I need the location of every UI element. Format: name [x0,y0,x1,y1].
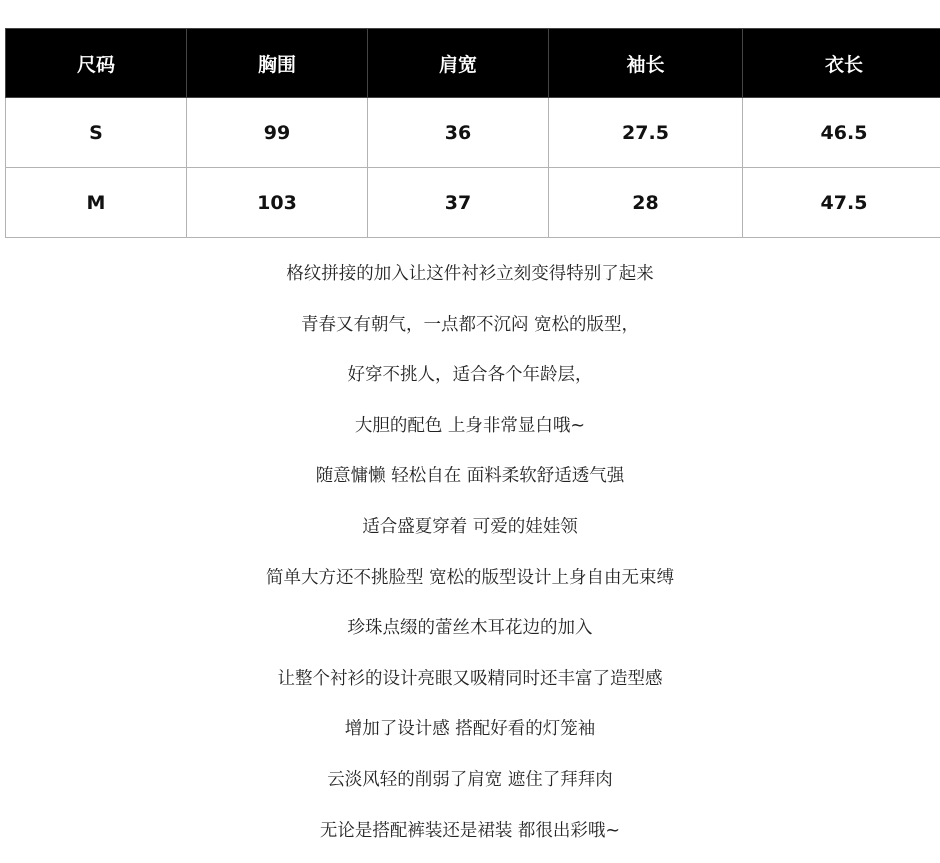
size-chart-header [6,29,940,98]
header-sleeve: 袖长 [549,29,743,98]
description-line: 珍珠点缀的蕾丝木耳花边的加入 [0,610,940,661]
description-line: 增加了设计感 搭配好看的灯笼袖 [0,711,940,762]
cell-shoulder: 37 [368,168,549,238]
cell-length: 47.5 [743,168,940,238]
header-row [6,29,940,98]
table-row [6,168,940,238]
header-length: 衣长 [743,29,940,98]
cell-size: M [6,168,187,238]
table-row [6,98,940,168]
cell-chest: 99 [187,98,368,168]
description-line: 云淡风轻的削弱了肩宽 遮住了拜拜肉 [0,762,940,813]
description-line: 格纹拼接的加入让这件衬衫立刻变得特别了起来 [0,256,940,307]
product-description [0,256,940,863]
description-line: 青春又有朝气，一点都不沉闷 宽松的版型， [0,307,940,358]
cell-sleeve: 27.5 [549,98,743,168]
description-line: 随意慵懒 轻松自在 面料柔软舒适透气强 [0,458,940,509]
header-size: 尺码 [6,29,187,98]
cell-size: S [6,98,187,168]
description-line: 大胆的配色 上身非常显白哦~ [0,408,940,459]
description-line: 简单大方还不挑脸型 宽松的版型设计上身自由无束缚 [0,560,940,611]
cell-shoulder: 36 [368,98,549,168]
header-chest: 胸围 [187,29,368,98]
size-chart-table [5,28,940,238]
description-line: 让整个衬衫的设计亮眼又吸精同时还丰富了造型感 [0,661,940,712]
cell-chest: 103 [187,168,368,238]
description-line: 好穿不挑人，适合各个年龄层， [0,357,940,408]
size-chart-body [6,98,940,238]
description-line: 无论是搭配裤装还是裙装 都很出彩哦~ [0,813,940,863]
cell-sleeve: 28 [549,168,743,238]
cell-length: 46.5 [743,98,940,168]
header-shoulder: 肩宽 [368,29,549,98]
description-line: 适合盛夏穿着 可爱的娃娃领 [0,509,940,560]
